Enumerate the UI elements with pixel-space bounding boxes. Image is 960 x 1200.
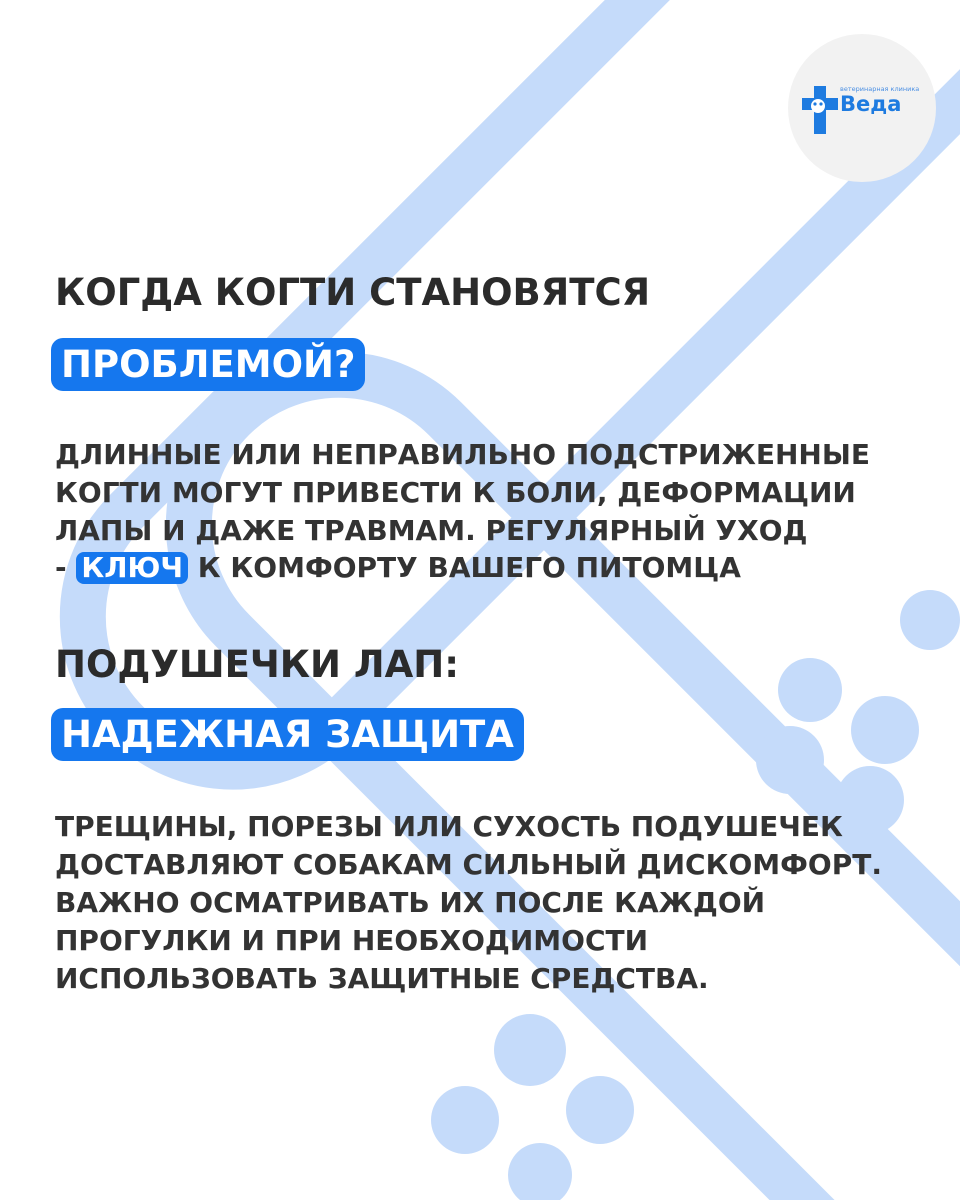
section2-line3: ВАЖНО ОСМАТРИВАТЬ ИХ ПОСЛЕ КАЖДОЙ [55,886,766,919]
section2-highlight: НАДЕЖНАЯ ЗАЩИТА [51,708,524,761]
section2-line2: ДОСТАВЛЯЮТ СОБАКАМ СИЛЬНЫЙ ДИСКОМФОРТ. [55,848,882,881]
section2-line1: ТРЕЩИНЫ, ПОРЕЗЫ ИЛИ СУХОСТЬ ПОДУШЕЧЕК [55,810,843,843]
dash-text: - [55,551,67,584]
section1-line2: КОГТИ МОГУТ ПРИВЕСТИ К БОЛИ, ДЕФОРМАЦИИ [55,476,856,509]
section1-line1: ДЛИННЫЕ ИЛИ НЕПРАВИЛЬНО ПОДСТРИЖЕННЫЕ [55,438,870,471]
line4-suffix: К КОМФОРТУ ВАШЕГО ПИТОМЦА [197,551,741,584]
logo-name: Веда [840,92,902,116]
section1-heading: КОГДА КОГТИ СТАНОВЯТСЯ [55,271,651,314]
section1-highlight: ПРОБЛЕМОЙ? [51,338,365,391]
logo-subtitle: ветеринарная клиника [840,85,920,93]
section2-heading: ПОДУШЕЧКИ ЛАП: [55,643,460,686]
section1-line3: ЛАПЫ И ДАЖЕ ТРАВМАМ. РЕГУЛЯРНЫЙ УХОД [55,514,808,547]
clinic-logo [788,34,936,182]
section2-line4: ПРОГУЛКИ И ПРИ НЕОБХОДИМОСТИ [55,924,649,957]
vet-cross-icon [802,86,838,134]
key-highlight: КЛЮЧ [76,552,188,584]
section2-line5: ИСПОЛЬЗОВАТЬ ЗАЩИТНЫЕ СРЕДСТВА. [55,962,709,995]
section1-line4 [55,549,741,587]
